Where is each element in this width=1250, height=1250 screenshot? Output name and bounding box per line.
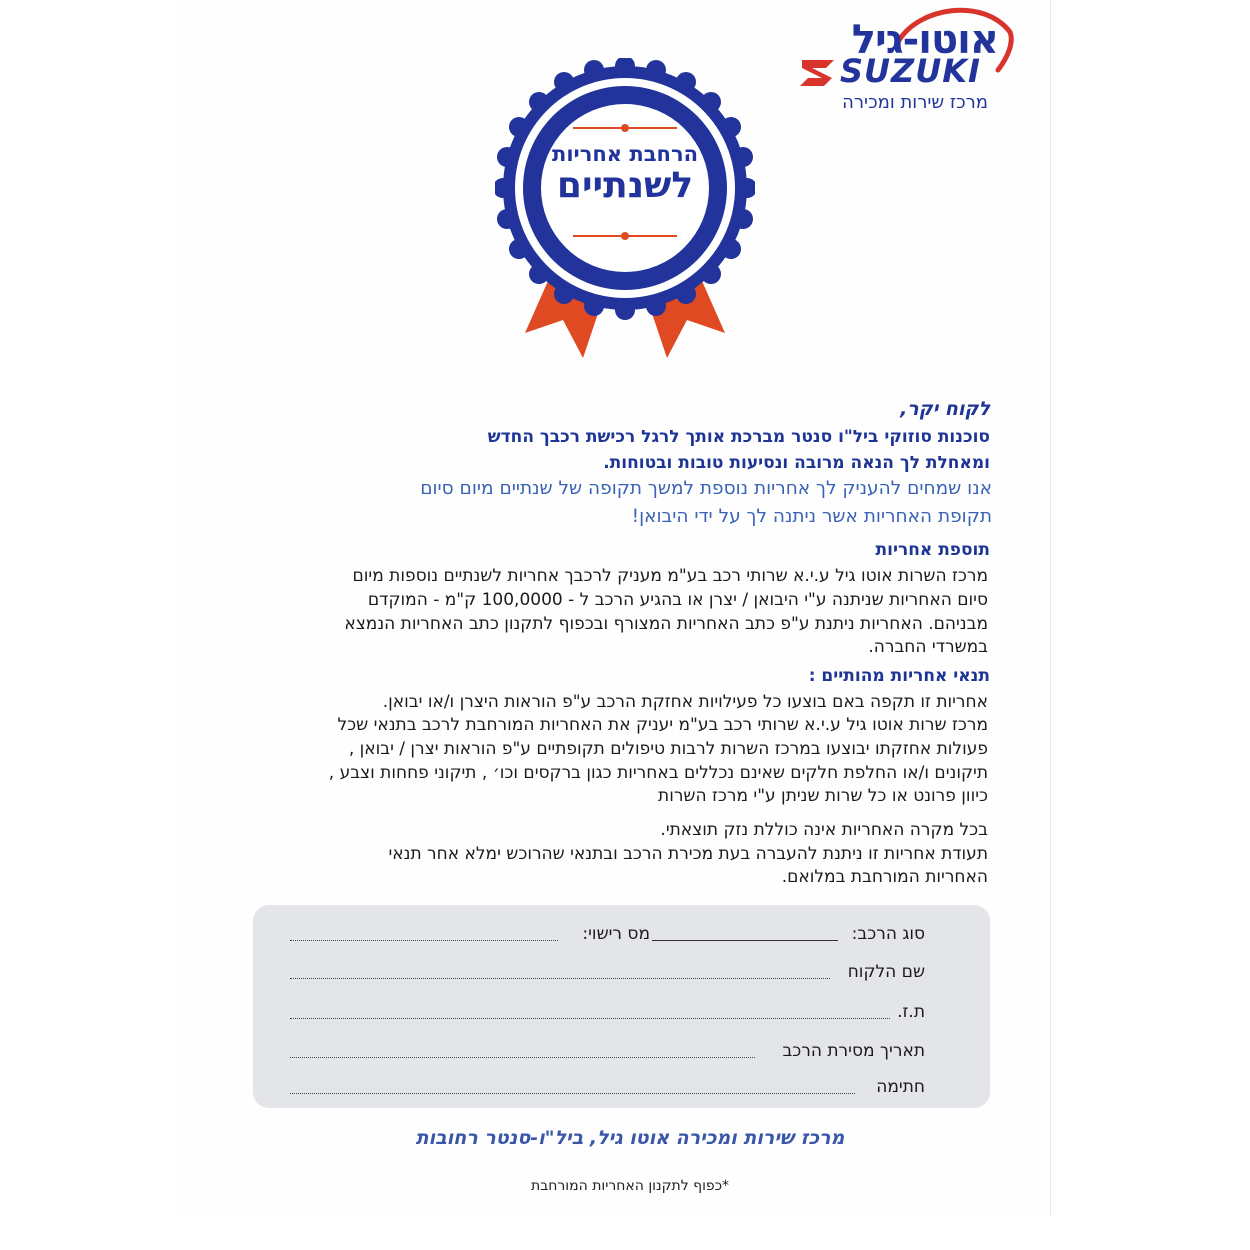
intro-bold-line: סוכנות סוזוקי ביל"ו סנטר מברכת אותך לרגל רכישת רכבך החדש (487, 427, 990, 447)
footer-service-center: מרכז שירות ומכירה אוטו גיל, ביל"ו-סנטר רחובות (415, 1127, 845, 1149)
conditions-line: כיוון פרונט או כל שרות שניתן ע"י מרכז השרות (658, 786, 988, 806)
intro-blue-line: אנו שמחים להעניק לך אחריות נוספת למשך תקופה של שנתיים מיום סיום (420, 478, 992, 499)
logo-brand: SUZUKI (840, 52, 981, 90)
warranty-addition-line: מרכז השרות אוטו גיל ע.י.א שרותי רכב בע"מ מעניק לרכבך אחריות לשנתיים נוספות מיום (352, 566, 988, 586)
signature-field[interactable] (290, 1093, 855, 1094)
warranty-badge-icon (495, 58, 755, 388)
suzuki-s-logo-icon (798, 56, 838, 90)
warranty-addition-line: סיום האחריות שניתנה ע"י היבואן / יצרן או בהגיע הרכב ל - 100,0000 ק"מ - המוקדם (367, 590, 988, 610)
badge-line2: לשנתיים (556, 165, 694, 206)
footnote: *כפוף לתקנון האחריות המורחבת (530, 1178, 730, 1194)
signature-label: חתימה (876, 1077, 925, 1097)
conditions-extra-line: תעודת אחריות זו ניתנת להעברה בעת מכירת הרכב ובתנאי שהרוכש ימלא אחר תנאי (388, 844, 988, 864)
car-type-field[interactable] (652, 940, 838, 941)
id-field[interactable] (290, 1018, 890, 1019)
section-title-conditions: תנאי אחריות מהותיים : (808, 666, 990, 686)
logo-subtitle: מרכז שירות ומכירה (842, 92, 988, 113)
conditions-line: תיקונים ו/או החלפת חלקים שאינם נכללים באחריות כגון ברקסים וכו׳ , תיקוני פחחות וצבע , (328, 763, 988, 783)
conditions-line: אחריות זו תקפה באם בוצעו כל פעילויות אחזקת הרכב ע"פ הוראות היצרן ו/או יבואן. (382, 692, 988, 712)
logo-hebrew-name: אוטו-גיל (851, 17, 998, 63)
conditions-extra-line: בכל מקרה האחריות אינה כוללת נזק תוצאתי. (660, 820, 988, 840)
conditions-line: פעולות אחזקתו יבוצעו במרכז השרות לרבות טיפולים תקופתיים ע"פ הוראות יצרן / יבואן , (348, 739, 988, 759)
conditions-line: מרכז שרות אוטו גיל ע.י.א שרותי רכב בע"מ יעניק את האחריות המורחבת לרכב בתנאי שכל (337, 715, 988, 735)
license-number-field[interactable] (290, 940, 558, 941)
section-title-warranty-addition: תוספת אחריות (875, 540, 990, 560)
warranty-addition-line: במשרדי החברה. (868, 637, 988, 657)
car-type-label: סוג הרכב: (851, 924, 925, 944)
delivery-date-label: תאריך מסירת הרכב (782, 1041, 925, 1061)
warranty-addition-line: מבניהם. האחריות ניתנת ע"פ כתב האחריות המצורף ובכפוף לתקנון כתב האחריות הנמצא (344, 614, 988, 634)
badge-line1: הרחבת אחריות (551, 142, 699, 166)
customer-name-field[interactable] (290, 978, 830, 979)
greeting: לקוח יקר, (900, 398, 990, 420)
intro-blue-line: תקופת האחריות אשר ניתנה לך על ידי היבואן! (631, 506, 992, 527)
conditions-extra-line: האחריות המורחבת במלואם. (781, 867, 988, 887)
customer-name-label: שם הלקוח (847, 962, 925, 982)
delivery-date-field[interactable] (290, 1057, 755, 1058)
id-label: ת.ז. (897, 1002, 925, 1022)
intro-bold-line: ומאחלת לך הנאה מרובה ונסיעות טובות ובטוחות. (603, 453, 990, 473)
license-number-label: מס רישוי: (582, 924, 650, 944)
